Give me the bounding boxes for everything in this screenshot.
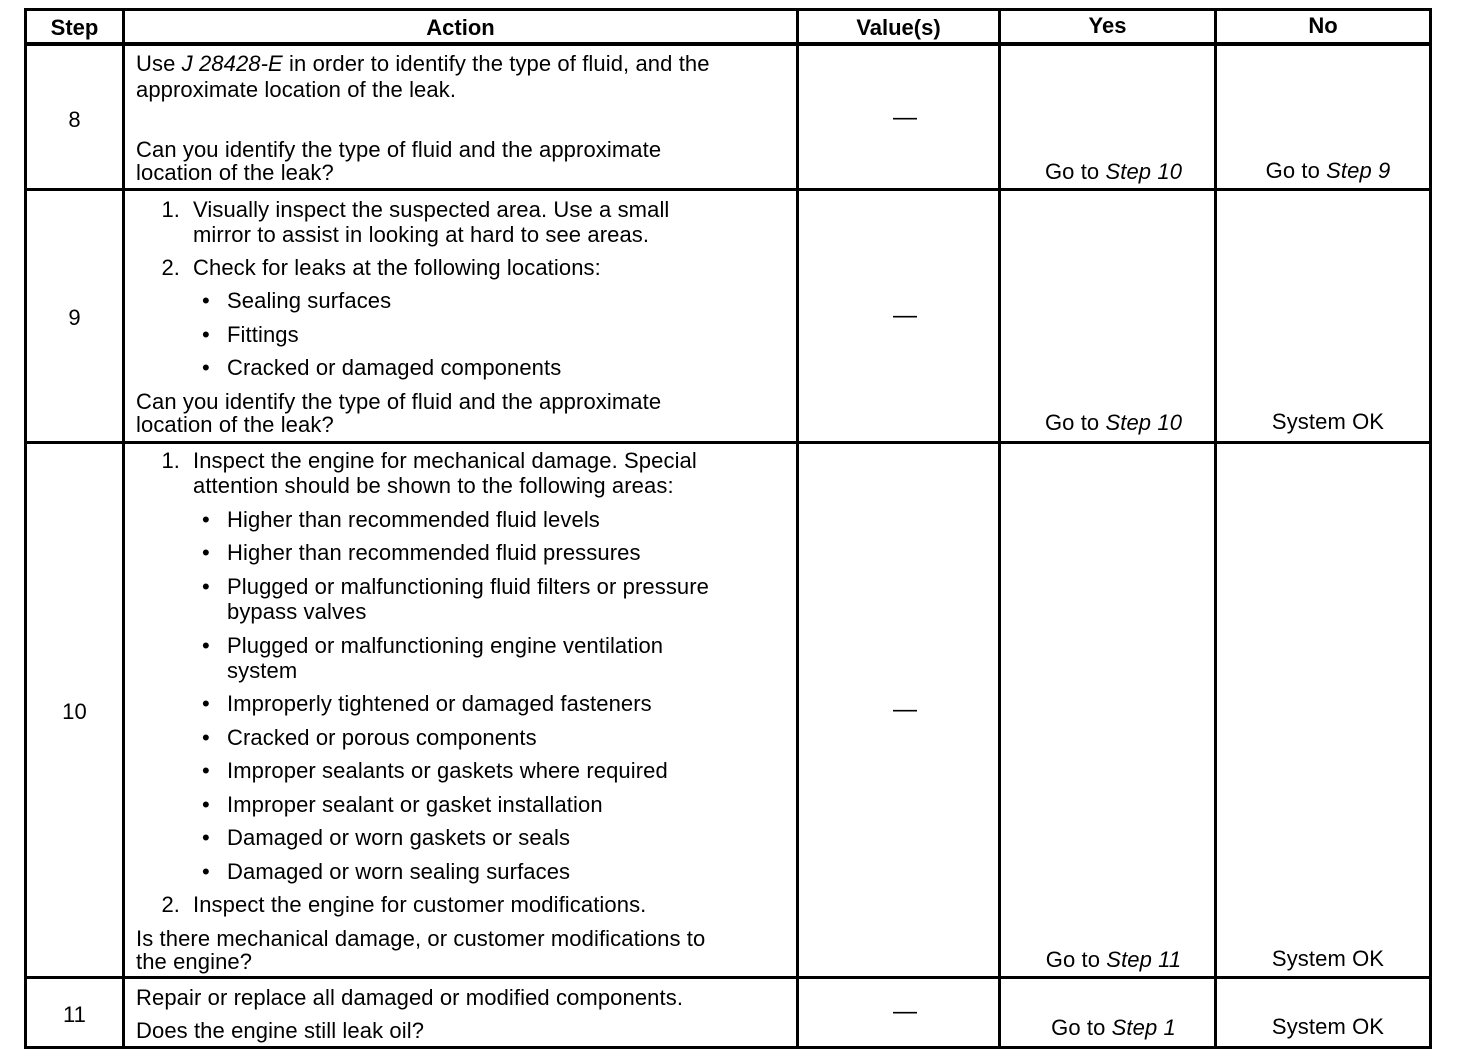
bullet-dot: •	[202, 540, 210, 565]
action-text: Inspect the engine for customer modifications.	[193, 892, 647, 917]
row-divider	[24, 976, 1432, 979]
no-result: System OK	[1271, 946, 1385, 971]
bullet-text: Cracked or damaged components	[227, 355, 562, 380]
step-link[interactable]: Step 10	[1105, 159, 1183, 184]
bullet-dot: •	[202, 825, 210, 850]
bullet-dot: •	[202, 792, 210, 817]
tool-reference: J 28428-E	[181, 51, 283, 76]
action-text: mirror to assist in looking at hard to see areas.	[193, 222, 650, 247]
bullet-dot: •	[202, 288, 210, 313]
list-number: 2.	[161, 255, 180, 280]
bullet-dot: •	[202, 691, 210, 716]
step-link[interactable]: Step 10	[1105, 410, 1183, 435]
action-text: Visually inspect the suspected area. Use a small	[193, 197, 670, 222]
action-text: Inspect the engine for mechanical damage. Special	[193, 448, 697, 473]
no-result: System OK	[1271, 409, 1385, 434]
bullet-text: Improperly tightened or damaged fasteners	[227, 691, 652, 716]
header-no: No	[1308, 13, 1338, 38]
action-text: approximate location of the leak.	[136, 77, 457, 102]
no-result: System OK	[1271, 1014, 1385, 1039]
value-dash: —	[892, 302, 918, 329]
column-divider	[796, 8, 799, 1049]
no-result: Go to Step 9	[1265, 158, 1391, 183]
bullet-text: Improper sealant or gasket installation	[227, 792, 603, 817]
value-dash: —	[892, 696, 918, 723]
value-dash: —	[892, 998, 918, 1025]
yes-result: Go to Step 1	[1051, 1015, 1176, 1040]
step-number: 8	[68, 107, 81, 132]
row-divider	[24, 42, 1432, 46]
action-text: Check for leaks at the following locations:	[193, 255, 601, 280]
bullet-text: bypass valves	[227, 599, 367, 624]
bullet-dot: •	[202, 725, 210, 750]
bullet-dot: •	[202, 507, 210, 532]
step-number: 9	[68, 305, 81, 330]
action-question: location of the leak?	[136, 160, 334, 185]
header-action: Action	[426, 15, 495, 40]
step-number: 11	[62, 1002, 87, 1027]
action-text: attention should be shown to the following areas:	[193, 473, 674, 498]
bullet-dot: •	[202, 574, 210, 599]
bullet-dot: •	[202, 758, 210, 783]
bullet-dot: •	[202, 633, 210, 658]
header-values: Value(s)	[856, 15, 941, 40]
bullet-text: system	[227, 658, 298, 683]
header-yes: Yes	[1088, 13, 1127, 38]
bullet-text: Higher than recommended fluid levels	[227, 507, 600, 532]
action-text: Repair or replace all damaged or modified components.	[136, 985, 684, 1010]
action-question: location of the leak?	[136, 412, 334, 437]
step-number: 10	[62, 699, 87, 724]
bullet-text: Damaged or worn sealing surfaces	[227, 859, 571, 884]
action-question: the engine?	[136, 949, 253, 974]
list-number: 2.	[161, 892, 180, 917]
bullet-text: Plugged or malfunctioning fluid filters or pressure	[227, 574, 710, 599]
bullet-text: Higher than recommended fluid pressures	[227, 540, 641, 565]
column-divider	[122, 8, 125, 1049]
action-question: Can you identify the type of fluid and the approximate	[136, 389, 662, 414]
yes-result: Go to Step 10	[1044, 159, 1183, 184]
yes-result: Go to Step 10	[1044, 410, 1183, 435]
bullet-text: Fittings	[227, 322, 299, 347]
list-number: 1.	[161, 197, 180, 222]
row-divider	[24, 188, 1432, 191]
yes-result: Go to Step 11	[1045, 947, 1182, 972]
step-link[interactable]: Step 1	[1111, 1015, 1176, 1040]
action-question: Can you identify the type of fluid and the approximate	[136, 137, 662, 162]
step-link[interactable]: Step 9	[1326, 158, 1391, 183]
header-step: Step	[50, 15, 99, 40]
action-text: Use J 28428-E in order to identify the type of fluid, and the	[136, 51, 710, 76]
bullet-dot: •	[202, 859, 210, 884]
bullet-text: Sealing surfaces	[227, 288, 392, 313]
bullet-text: Improper sealants or gaskets where required	[227, 758, 668, 783]
row-divider	[24, 441, 1432, 444]
action-question: Is there mechanical damage, or customer modifications to	[136, 926, 706, 951]
bullet-text: Plugged or malfunctioning engine ventilation	[227, 633, 664, 658]
list-number: 1.	[161, 448, 180, 473]
bullet-dot: •	[202, 322, 210, 347]
action-question: Does the engine still leak oil?	[136, 1018, 425, 1043]
value-dash: —	[892, 104, 918, 131]
bullet-text: Cracked or porous components	[227, 725, 537, 750]
bullet-text: Damaged or worn gaskets or seals	[227, 825, 571, 850]
bullet-dot: •	[202, 355, 210, 380]
step-link[interactable]: Step 11	[1106, 947, 1182, 972]
